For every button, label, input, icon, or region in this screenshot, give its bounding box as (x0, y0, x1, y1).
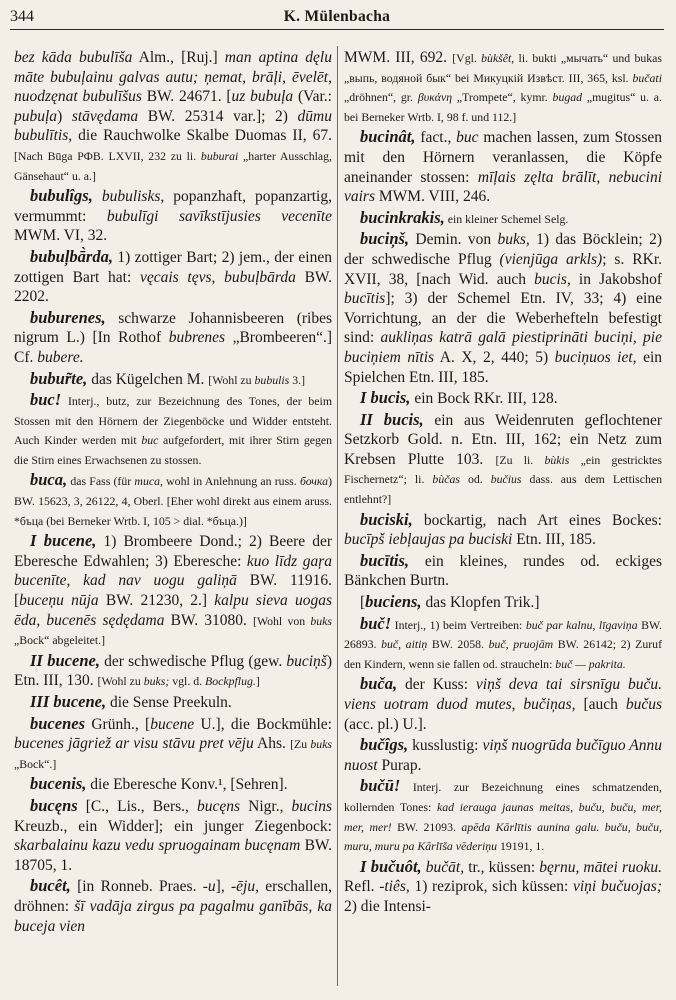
dictionary-entry (14, 369, 332, 390)
entry-text: bockartig, nach Art eines Bockes: (412, 511, 662, 529)
dictionary-entry (344, 510, 662, 550)
entry-text: Interj., butz, zur Bezeichnung des Tones, der beim Stossen mit den Hörnern der Ziegenböcke und Widder entsteht. Auch Kinder werden mit (14, 394, 332, 448)
entry-text: bučati (632, 70, 662, 85)
entry-text: BW. 24671. [ (141, 88, 232, 106)
entry-text: Interj., 1) beim Vertreiben: (391, 617, 526, 632)
entry-text: BW. 25314 var.]; 2) (138, 107, 298, 125)
entry-text: bučius (490, 472, 522, 487)
entry-text: ) (57, 107, 72, 125)
dictionary-entry (344, 674, 662, 734)
entry-text: buč par kalnu, līgaviņa (525, 617, 638, 632)
entry-text: wohl in Anlehnung an russ. (162, 474, 300, 489)
dictionary-entry (344, 614, 662, 674)
dictionary-entry (14, 714, 332, 774)
entry-text: Nigr., (240, 797, 292, 815)
entry-text: [Zu (290, 737, 311, 752)
entry-text: 1) reziprok, sich küssen: (409, 878, 573, 896)
entry-text: [C., Lis., Bers., (77, 797, 197, 815)
entry-text: šī vadāja zirgus pa pagalmu ganībās, ka buceja vien (14, 897, 332, 935)
entry-text: BW. 18705, 1. (14, 837, 332, 874)
dictionary-entry (344, 208, 662, 229)
entry-text: „Bock“.] (14, 756, 57, 771)
entry-text: BW. 31080. (164, 611, 254, 629)
entry-text: buciņš (286, 652, 327, 670)
headword: buc! (30, 390, 62, 410)
entry-text: bucīpš iebļaujas pa buciski (344, 531, 513, 549)
entry-text: od. (459, 472, 491, 487)
entry-text: muca, (134, 474, 163, 489)
entry-text: das Klopfen Trik.] (421, 594, 540, 612)
entry-text: BW. 26142; 2) Zuruf den Kindern, wenn sie fallen od. straucheln: (344, 637, 662, 671)
entry-text: 2) die Intensi- (344, 897, 431, 915)
entry-text: „ein gestricktes Fischernetz“; li. (344, 452, 662, 487)
entry-text: ; s. RKr. XVII, 38, [nach Wid. auch (344, 250, 662, 288)
entry-text: [in Ronneb. Praes. (70, 878, 203, 896)
dictionary-entry (14, 531, 332, 650)
entry-text: (Var.: (293, 88, 332, 106)
dictionary-entry (14, 774, 332, 795)
entry-text: man aptina dęlu māte bubuļainu galvas autu; ņemat, brāļi, ēvelēt, nuodzęnat bubulīšus (14, 49, 332, 106)
entry-text: MWM. VIII, 246. (375, 188, 491, 206)
entry-text: „mugitus“ u. a. bei Berneker Wrtb. I, 98 f. und 112.] (344, 90, 662, 124)
entry-text: kad ierauga jaunas meitas, buču, buču, mer, mer, mer! (344, 799, 662, 834)
headword: bucinât, (360, 127, 416, 147)
dictionary-entry (344, 127, 662, 206)
headword: III bucene, (30, 692, 107, 711)
entry-text: die Rauchwolke Skalbe Duomas II, 67. (72, 127, 332, 145)
entry-text: [Nach Būga РФВ. LXVII, 232 zu li. (14, 148, 201, 163)
headword: bucinkrakis, (360, 207, 445, 227)
entry-text: ein kleines, rundes od. eckiges Bänkchen Burtn. (344, 552, 662, 590)
headword: buciņš, (360, 229, 410, 249)
entry-text: (acc. pl.) U.]. (344, 715, 427, 733)
entry-text: bucītis (344, 290, 386, 308)
entry-text: BW. 2202. (14, 268, 332, 306)
entry-text: apēda Kārlītis aunina galu. buču, buču, muru, muru pa Kārlīša vēderiņu (344, 819, 662, 854)
entry-text: [Vgl. (452, 51, 482, 65)
entry-text: ] (255, 674, 260, 689)
dictionary-entry (344, 776, 662, 855)
entry-text: buc (141, 433, 159, 448)
entry-text: BW. 21230, 2.] (98, 592, 215, 610)
column-divider (337, 46, 338, 986)
entry-text: bucis, (534, 270, 571, 288)
dictionary-entry (14, 186, 332, 246)
entry-text: ein aus Weidenruten geflochtener Setzkorb Gold. n. Etn. III, 162; ein Netz zum Krebsen Plutte 103. (344, 411, 662, 468)
entry-text: βυκάνη (417, 90, 453, 105)
entry-text: skarbalainu kazu vedu spruogainam bucęnam (14, 837, 301, 855)
dictionary-entry (344, 388, 662, 409)
entry-text: viņš deva tai sirsnīgu buču. viens uotram duod mutes, bučiņas, (344, 676, 662, 713)
entry-text: buč, aitiņ (381, 637, 428, 652)
entry-text: vgl. d. (169, 674, 206, 689)
entry-text: machen lassen, zum Stossen mit den Hörnern veranlassen, die Köpfe aneinander stossen: (344, 129, 662, 186)
entry-text: bùkis (544, 452, 570, 467)
dictionary-entry (14, 247, 332, 307)
entry-text: 3.] (289, 372, 305, 387)
entry-text: buks, (497, 231, 530, 249)
entry-text: viņš nuogrūda bučīguo Annu nuost (344, 737, 662, 774)
entry-text: -u (202, 878, 216, 896)
entry-text: buc (456, 129, 479, 147)
entry-text: (vienjūga arkls) (499, 250, 603, 268)
entry-text: pubuļa (14, 107, 58, 125)
entry-text: dūmu bubulītis, (14, 107, 332, 145)
entry-text: „Trompete“, kymr. (452, 90, 553, 105)
entry-text: das Kügelchen M. (87, 370, 209, 388)
dictionary-entry (14, 692, 332, 713)
dictionary-entry (344, 410, 662, 509)
dictionary-entry (14, 48, 332, 185)
entry-text: die Sense Preekuln. (106, 694, 232, 711)
headword: bučîgs, (360, 735, 409, 755)
entry-text: buks (310, 613, 332, 628)
entry-text: ein Bock RKr. III, 128. (410, 390, 558, 408)
entry-text: in Jakobshof (570, 270, 662, 288)
entry-text: бочка (299, 474, 329, 489)
dictionary-entry (14, 390, 332, 469)
entry-text: buceņu nūja (19, 592, 99, 610)
entry-text: Etn. III, 185. (512, 531, 596, 549)
entry-text: bùkšêt, (481, 51, 515, 65)
entry-text: BW. 21093. (391, 819, 462, 834)
entry-text: ein kleiner Schemel Selg. (444, 211, 569, 226)
entry-text: ) Etn. III, 130. (14, 652, 332, 690)
entry-text: BW. 11916. [ (14, 572, 332, 610)
headword: I bucene, (30, 531, 97, 551)
entry-text: Grünh., [ (85, 715, 151, 733)
entry-text: ) BW. 15623, 3, 26122, 4, Oberl. [Eher wohl direkt aus einem aruss. *бъца (bei Berneker Wrtb. I, 105 > dial. *бъца.)] (14, 474, 332, 528)
dictionary-entry (14, 470, 332, 530)
entry-text: tr., küssen: (464, 858, 540, 876)
entry-text: aufgefordert, mit ihrer Stirn gegen die Stirn eines Erwachsenen zu stossen. (14, 433, 332, 467)
entry-text: 1) zottiger Bart; 2) jem., der einen zottigen Bart hat: (14, 248, 332, 286)
dictionary-entry (344, 735, 662, 775)
dictionary-entry (344, 48, 662, 126)
entry-text: bubere. (37, 348, 84, 366)
entry-text: Demin. von (409, 231, 498, 249)
entry-text: [Wohl zu (97, 674, 144, 689)
headword: I bucis, (360, 388, 411, 408)
entry-text: buč — pakrita. (555, 656, 626, 671)
entry-text: bùčas (432, 472, 460, 487)
entry-text: bez kāda bubulīša (14, 49, 133, 66)
entry-text: uz bubuļa (231, 88, 294, 106)
headword: buburenes, (30, 307, 106, 327)
dictionary-entry (14, 308, 332, 368)
headword: bučū! (360, 776, 401, 796)
dictionary-entry (344, 551, 662, 591)
entry-text: Bockpflug. (205, 674, 256, 689)
headword: bubuļbā̀rda, (30, 246, 113, 266)
dictionary-entry (344, 229, 662, 387)
entry-text: 1) Brombeere Dond.; 2) Beere der Eberesche Edwahlen; 3) Eberesche: (14, 533, 332, 570)
entry-text: „harter Ausschlag, Gänsehaut“ u. a.] (14, 148, 332, 183)
entry-text: 1) das Böcklein; 2) der schwedische Pflug (344, 231, 662, 268)
entry-text: der schwedische Pflug (gew. (99, 652, 287, 670)
entry-text: buks; (143, 674, 170, 689)
left-column (14, 48, 332, 994)
entry-text (93, 188, 102, 205)
headword: bucenes (30, 713, 85, 733)
entry-text: MWM. III, 692. (344, 49, 453, 66)
entry-text: [auch (575, 696, 626, 713)
entry-text: Alm., [Ruj.] (132, 49, 225, 66)
entry-text: kalpu sieva uogas ēda, bucenēs sędędama (14, 592, 332, 629)
entry-text: Purap. (377, 756, 422, 774)
entry-text: A. X, 2, 440; 5) (434, 348, 555, 366)
headword: buciens, (365, 592, 422, 612)
entry-text: kuo līdz gaŗa bucenīte, kad nav uogu galiņā (14, 552, 332, 590)
headword: bucêt, (30, 876, 71, 896)
entry-text: Kreuzb., ein Widder]; ein junger Ziegenbock: (14, 817, 332, 835)
entry-text: ]; 3) der Schemel Etn. IV, 33; 4) eine Vorrichtung, an der die Weberhefteln befestigt sind: (344, 290, 662, 347)
entry-text: fact., (415, 129, 457, 147)
entry-text: bucene (150, 715, 195, 733)
headword: buča, (360, 674, 398, 694)
entry-text: „dröhnen“, gr. (344, 90, 418, 105)
entry-text: bucęns (197, 797, 241, 815)
entry-text: bęrnu, mātei ruoku. (539, 858, 662, 876)
entry-text: BW. 26893. (344, 617, 662, 652)
entry-text: die Eberesche Konv.¹, [Sehren]. (86, 776, 288, 794)
dictionary-entry (14, 876, 332, 936)
entry-text: ein Spielchen Etn. III, 185. (344, 348, 662, 386)
headword: bubulîgs, (30, 186, 93, 206)
entry-text: [Wohl zu (208, 372, 255, 387)
dictionary-entry (344, 857, 662, 917)
entry-text: popanzhaft, popanzartig, vermummt: (14, 188, 332, 225)
entry-text: [Zu li. (495, 452, 545, 467)
page-header (10, 3, 664, 30)
entry-text: bubulisks, (101, 188, 165, 206)
entry-text: BW. 2058. (427, 637, 489, 652)
entry-text: viņi bučuojas; (572, 878, 662, 896)
entry-text: 19191, 1. (497, 839, 545, 854)
entry-text: MWM. VI, 32. (14, 227, 108, 245)
headword: bubur̃te, (30, 368, 88, 388)
headword: buč! (360, 613, 392, 633)
entry-text: bučāt, (425, 858, 465, 876)
entry-text: mīļais zęlta brālīt, nebucini vairs (344, 168, 662, 206)
entry-text: U.], die Bockmühle: (194, 715, 332, 733)
dictionary-entry (344, 592, 662, 613)
entry-text: Interj. zur Bezeichnung eines schmatzenden, kollernden Tones: (344, 780, 662, 814)
entry-text: bubrenes (168, 329, 225, 347)
entry-text: li. bukti „мычать“ und bukas „выпь, водяной бык“ bei Микуцкiй Извѣст. III, 365, ksl. (344, 51, 662, 85)
entry-text: buciņuos iet, (554, 348, 637, 366)
entry-text: erschallen, dröhnen: (14, 878, 332, 915)
entry-text: buburai (200, 148, 239, 163)
entry-text: bucins (291, 797, 332, 815)
entry-text: das Fass (für (67, 474, 135, 489)
entry-text: [Wohl von (253, 613, 311, 628)
entry-text: -ēju, (231, 878, 259, 896)
entry-text: der Kuss: (397, 676, 476, 694)
entry-text: bubulīgi savīkstījusies vecenīte (106, 207, 332, 225)
entry-text: bubulis (254, 372, 290, 387)
entry-text: bugad (552, 90, 583, 105)
headword: bucītis, (360, 550, 410, 570)
running-title: K. Mülenbacha (283, 8, 391, 25)
entry-text: „Bock“ abgeleitet.] (14, 633, 106, 648)
entry-text: bučus (625, 696, 662, 713)
headword: bucęns (30, 795, 78, 815)
headword: buciski, (360, 509, 413, 529)
entry-text: stāvędama (71, 107, 139, 125)
page-number: 344 (10, 8, 34, 25)
entry-text: vęcais tęvs, bubuļbārda (139, 268, 296, 286)
entry-text: ], (215, 878, 232, 896)
entry-text: kusslustig: (408, 737, 483, 755)
headword: II bucene, (30, 650, 100, 670)
entry-text: [ (360, 594, 366, 612)
entry-text: Refl. (344, 878, 380, 896)
headword: bucenis, (30, 774, 87, 794)
headword: buca, (30, 470, 68, 490)
dictionary-entry (14, 651, 332, 691)
dictionary-entry (14, 796, 332, 875)
entry-text: aukliņas katrā galā piestiprināti buciņi, pie buciņiem nītis (344, 329, 662, 366)
entry-text: schwarze Johannisbeeren (ribes nigrum L.) [In Rothof (14, 309, 332, 347)
entry-text: dass. aus dem Lettischen entlehnt?] (344, 472, 662, 507)
entry-text: buč, pruojām (488, 637, 554, 652)
entry-text: buks (310, 737, 332, 752)
right-column (344, 48, 662, 994)
entry-text: „Brombeeren“.] Cf. (14, 329, 332, 366)
entry-text: -tiês, (379, 878, 410, 896)
headword: II bucis, (360, 409, 424, 429)
headword: I bučuôt, (360, 856, 422, 876)
entry-text: Ahs. (253, 735, 291, 753)
entry-text: bucenes jāgriež ar visu stāvu pret vēju (14, 735, 254, 753)
